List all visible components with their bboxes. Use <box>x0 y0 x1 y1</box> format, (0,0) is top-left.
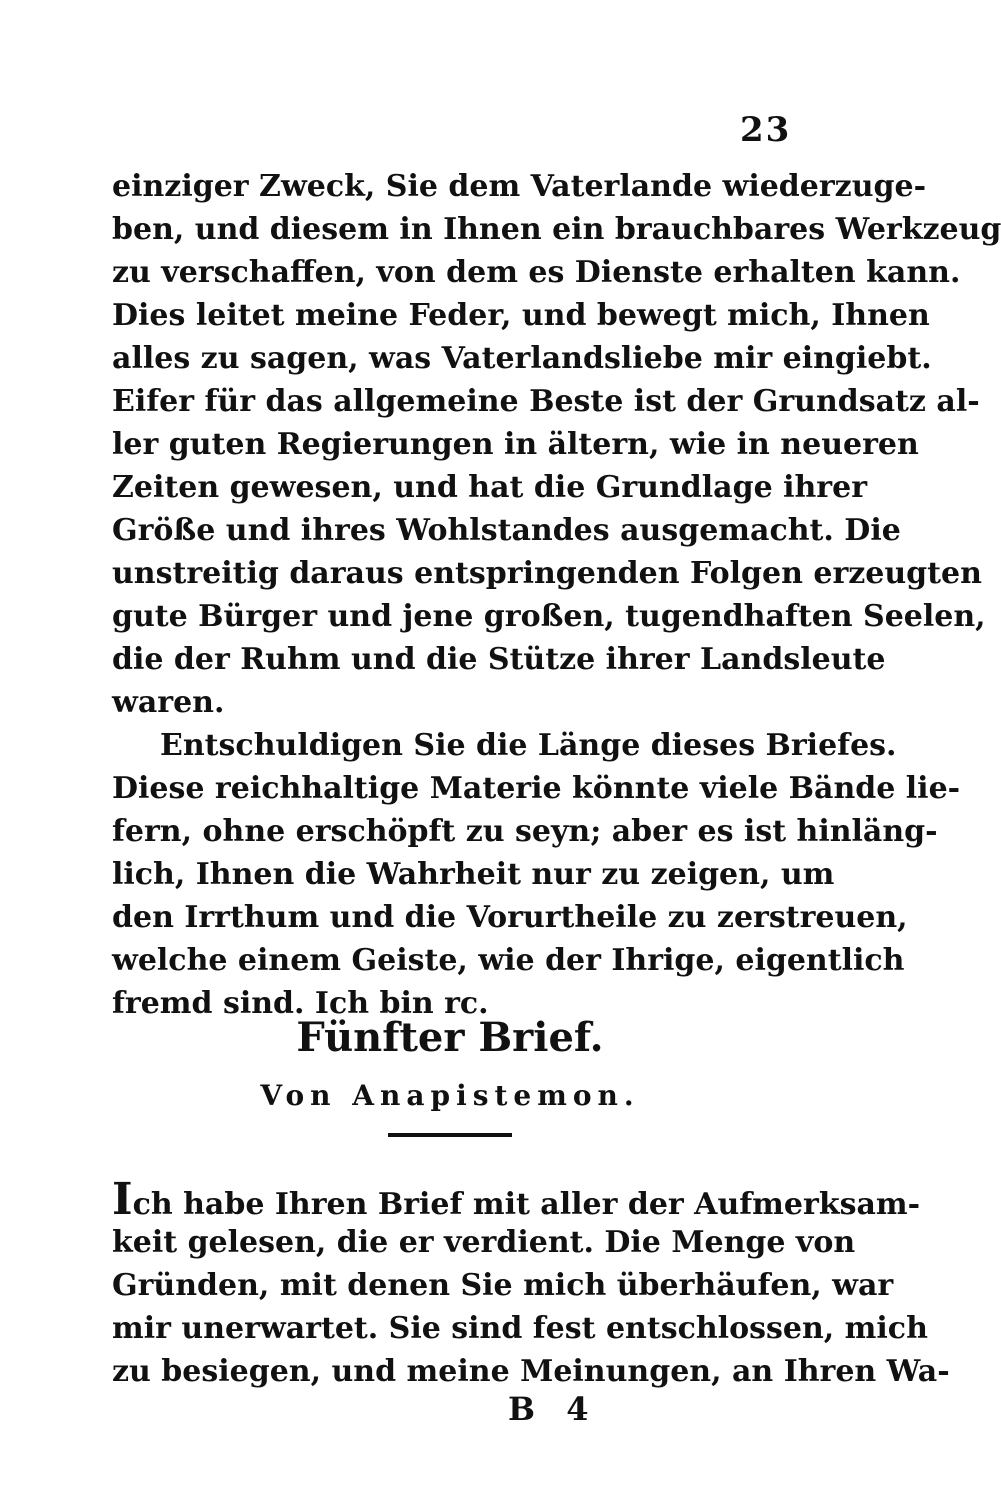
text-line: alles zu sagen, was Vaterlandsliebe mir eingiebt. <box>112 341 932 376</box>
text-line: mir unerwartet. Sie sind fest entschlossen, mich <box>112 1311 928 1346</box>
text-line: die der Ruhm und die Stütze ihrer Landsleute <box>112 642 886 677</box>
text-line: keit gelesen, die er verdient. Die Menge von <box>112 1225 856 1260</box>
signature-mark: B 4 <box>508 1390 599 1428</box>
text-line: den Irrthum und die Vorurtheile zu zerstreuen, <box>112 900 908 935</box>
text-line: zu besiegen, und meine Meinungen, an Ihren Wa- <box>112 1354 950 1389</box>
text-line-rest: ch habe Ihren Brief mit aller der Aufmerksam- <box>132 1187 921 1222</box>
text-line: ben, und diesem in Ihnen ein brauchbares Werkzeug <box>112 212 1001 247</box>
text-line: unstreitig daraus entspringenden Folgen erzeugten <box>112 556 982 591</box>
text-line: Dies leitet meine Feder, und bewegt mich, Ihnen <box>112 298 930 333</box>
text-line: Entschuldigen Sie die Länge dieses Briefes. <box>160 728 897 763</box>
text-line: Diese reichhaltige Materie könnte viele Bände lie- <box>112 771 961 806</box>
text-line: zu verschaffen, von dem es Dienste erhalten kann. <box>112 255 961 290</box>
text-line: lich, Ihnen die Wahrheit nur zu zeigen, um <box>112 857 835 892</box>
text-line: waren. <box>112 685 225 720</box>
letter-title: Fünfter Brief. <box>296 1014 604 1061</box>
text-line: Größe und ihres Wohlstandes ausgemacht. Die <box>112 513 901 548</box>
drop-cap: I <box>112 1174 133 1225</box>
text-line: welche einem Geiste, wie der Ihrige, eigentlich <box>112 943 905 978</box>
text-line <box>112 1174 921 1225</box>
text-line: Gründen, mit denen Sie mich überhäufen, war <box>112 1268 894 1303</box>
text-line: Zeiten gewesen, und hat die Grundlage ihrer <box>112 470 868 505</box>
text-line: Eifer für das allgemeine Beste ist der Grundsatz al- <box>112 384 980 419</box>
text-line: einziger Zweck, Sie dem Vaterlande wiederzuge- <box>112 169 927 204</box>
text-line: fern, ohne erschöpft zu seyn; aber es ist hinläng- <box>112 814 938 849</box>
letter-subtitle: Von Anapistemon. <box>260 1079 640 1112</box>
text-line: gute Bürger und jene großen, tugendhaften Seelen, <box>112 599 986 634</box>
text-line: ler guten Regierungen in ältern, wie in neueren <box>112 427 919 462</box>
divider-rule <box>388 1133 512 1137</box>
page-number: 23 <box>740 110 792 150</box>
text-line: fremd sind. Ich bin rc. <box>112 986 489 1021</box>
